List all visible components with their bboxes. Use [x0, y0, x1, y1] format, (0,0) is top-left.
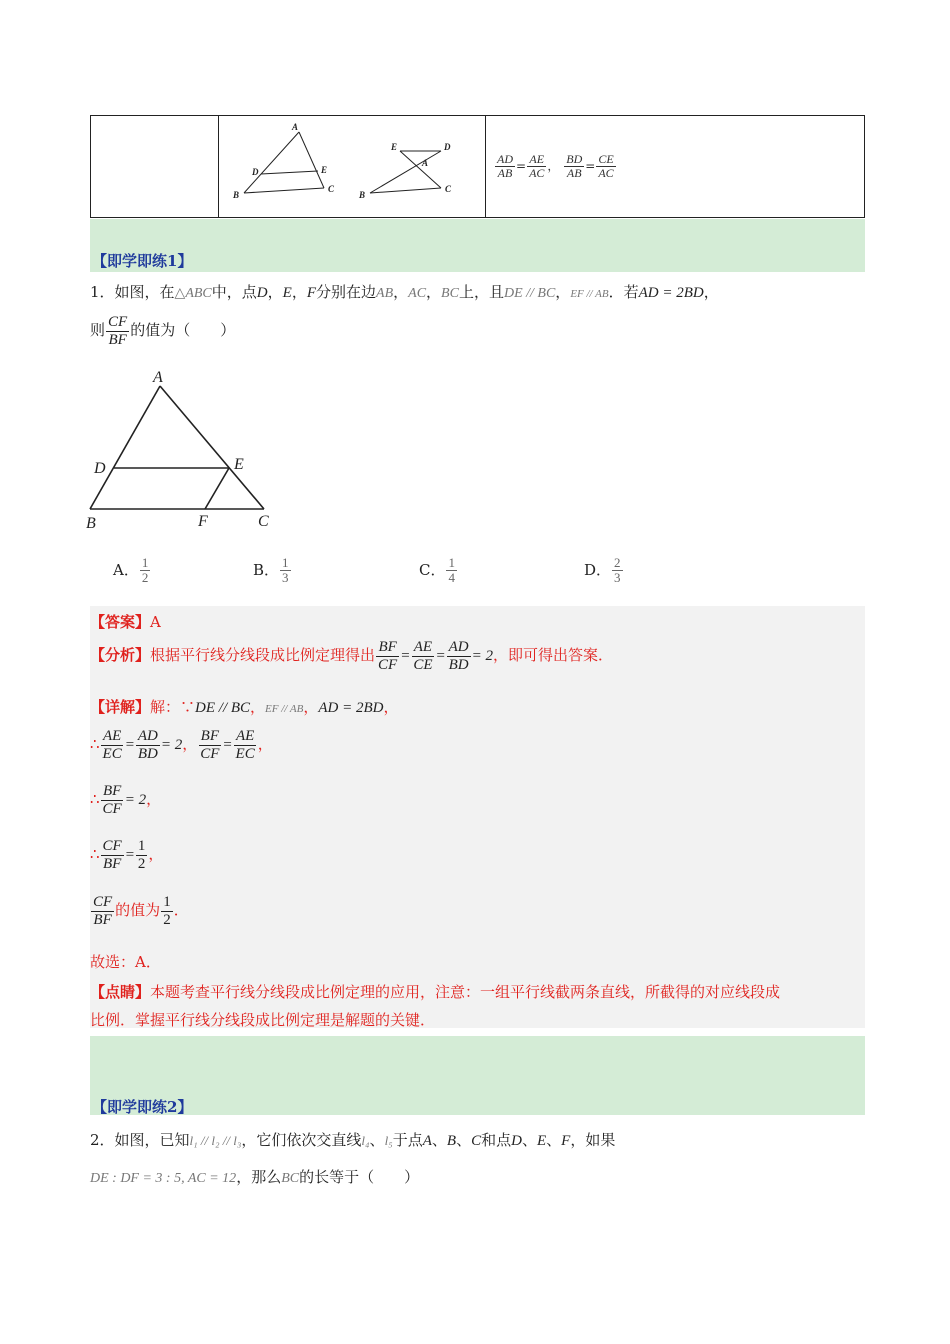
fig2-label-c: C: [445, 184, 452, 194]
analysis-tag: 【分析】: [90, 646, 151, 664]
fig1-label-e: E: [321, 165, 328, 175]
q2-text-4: 和点: [481, 1131, 512, 1149]
fig2-label-b: B: [359, 190, 366, 200]
analysis-line: [90, 639, 613, 673]
analysis-frac2-num: AE: [413, 639, 433, 655]
answer-line: [90, 611, 161, 632]
detail-comma-2: ，: [303, 698, 319, 716]
step1-frac1-den: EC: [102, 745, 122, 762]
q2-line-l5: l₅: [384, 1133, 393, 1148]
triangle-figure-1: [244, 132, 324, 193]
analysis-text-2: ，即可得出答案．: [493, 646, 614, 664]
practice2-header: 【即学即练2】: [92, 1098, 193, 1116]
step3-frac-num: CF: [102, 838, 122, 854]
table-cell-empty: [91, 116, 219, 218]
q2-point-f: F: [561, 1133, 571, 1149]
option-a[interactable]: [113, 556, 151, 586]
formula-num-ad: AD: [497, 151, 513, 166]
step2-line: [90, 783, 161, 817]
q1-text-3: 分别在边: [316, 283, 377, 301]
step4-line: [90, 894, 189, 928]
practice1-header: 【即学即练1】: [92, 252, 193, 270]
step3-end: ，: [148, 845, 164, 863]
detail-tag: 【详解】: [90, 698, 151, 716]
option-d-label: D．: [584, 560, 612, 579]
q1-comma-3: ，: [393, 283, 409, 301]
formula-den-ab: AB: [497, 166, 513, 180]
q2-text-7: 的长等于（ ）: [299, 1168, 420, 1186]
analysis-frac1-num: BF: [378, 639, 397, 655]
step4-frac-den: BF: [93, 911, 112, 928]
fig-side-ab: [90, 386, 160, 509]
step4-result-num: 1: [163, 894, 171, 910]
q2-dun-3: 、: [521, 1131, 537, 1149]
q1-comma-4: ，: [426, 283, 442, 301]
q2-dun-2: 、: [456, 1131, 472, 1149]
analysis-eq2: =: [435, 648, 446, 664]
q1-text-2: 中，点: [211, 283, 257, 301]
question2-line1: [90, 1129, 615, 1150]
formula-eq2: =: [585, 159, 596, 173]
fig-label-f: F: [198, 513, 208, 530]
fig-side-ac: [160, 386, 264, 509]
option-c-label: C．: [419, 560, 446, 579]
table-cell-formula: [486, 116, 865, 218]
q1-side-ac: AC: [408, 286, 427, 301]
q2-text-5: ，如果: [570, 1131, 616, 1149]
step4-frac-num: CF: [93, 894, 113, 910]
fig1-label-d: D: [252, 167, 259, 177]
detail-comma-3: ，: [383, 698, 399, 716]
step3-frac-den: BF: [102, 855, 122, 872]
fig-label-a: A: [153, 369, 163, 386]
triangle-figure-2: [370, 151, 441, 193]
formula-den-ab2: AB: [566, 166, 582, 180]
step1-tail: = 2: [160, 737, 183, 753]
option-a-num: 1: [141, 555, 149, 570]
practice2-band: [90, 1036, 865, 1115]
option-b-den: 3: [282, 570, 289, 586]
comment-text-1: 本题考查平行线分线段成比例定理的应用，注意：一组平行线截两条直线，所截得的对应线段成: [150, 983, 781, 1001]
formula-den-ac: AC: [529, 166, 545, 180]
fig1-label-c: C: [328, 184, 335, 194]
step1-eq1: =: [124, 737, 135, 753]
step1-frac2-den: BD: [137, 745, 158, 762]
fig1-label-a: A: [292, 122, 299, 132]
question1-line1: [90, 281, 719, 302]
fig-label-e: E: [234, 456, 244, 473]
q1-triangle: △ABC: [174, 286, 212, 301]
step1-end: ，: [257, 735, 273, 753]
option-b-label: B．: [253, 560, 280, 579]
step3-line: [90, 838, 163, 872]
step1-frac2-num: AD: [137, 728, 158, 744]
fig2-label-e: E: [391, 142, 398, 152]
option-c[interactable]: [419, 556, 458, 586]
q2-sep: 、: [369, 1131, 385, 1149]
formula-num-ae: AE: [529, 151, 545, 166]
answer-value: A: [150, 613, 161, 631]
q1-comma-1: ，: [267, 283, 283, 301]
fig2-label-a: A: [422, 158, 429, 168]
analysis-tail: = 2: [471, 648, 493, 664]
detail-line: [90, 696, 399, 717]
q2-parallel-lines: l₁ // l₂ // l₃: [189, 1133, 242, 1148]
question2-line2: [90, 1166, 419, 1187]
q2-line-l4: l₄: [361, 1133, 370, 1148]
proportion-formula: [486, 153, 864, 180]
step1-frac1-num: AE: [102, 728, 122, 744]
q1-point-e: E: [282, 285, 292, 301]
q1-comma-6: ，: [703, 283, 719, 301]
option-c-num: 1: [448, 555, 455, 570]
q2-text-1: 2．如图，已知: [90, 1131, 190, 1149]
fig-label-b: B: [86, 515, 96, 532]
step1-comma: ，: [182, 735, 198, 753]
q1-cond-ad-bd: AD = 2BD: [638, 285, 704, 301]
step1-frac4-num: AE: [235, 728, 255, 744]
comment-line-2: 比例．掌握平行线分线段成比例定理是解题的关键．: [90, 1011, 436, 1029]
formula-den-ac2: AC: [598, 166, 614, 180]
practice1-band: [90, 219, 865, 272]
formula-sep: ，: [547, 159, 560, 173]
q1-cond-ef-ab: EF // AB: [570, 288, 609, 300]
step1-line: [90, 728, 273, 762]
question1-figure: [82, 366, 282, 536]
q2-segment-bc: BC: [281, 1171, 300, 1186]
step2-tail: = 2: [124, 792, 147, 808]
step3-result-den: 2: [137, 855, 146, 872]
q1-side-ab: AB: [376, 286, 394, 301]
step1-frac3-num: BF: [200, 728, 219, 744]
step2-frac-den: CF: [102, 800, 122, 817]
theorem-table: [90, 115, 865, 218]
q1-comma-2: ，: [291, 283, 307, 301]
q2-point-d: D: [511, 1133, 522, 1149]
fig2-label-d: D: [444, 142, 451, 152]
q2-point-c: C: [471, 1133, 482, 1149]
q2-text-3: 于点: [392, 1131, 423, 1149]
detail-comma-1: ，: [250, 698, 266, 716]
option-b[interactable]: [253, 556, 292, 586]
q1-side-bc: BC: [441, 286, 459, 301]
step1-eq2: =: [222, 737, 233, 753]
theorem-figures: [219, 116, 485, 217]
option-d-num: 2: [614, 555, 621, 570]
analysis-frac3-num: AD: [448, 639, 469, 655]
q2-point-a: A: [422, 1133, 432, 1149]
option-c-den: 4: [448, 570, 455, 586]
option-a-label: A．: [113, 560, 139, 579]
analysis-frac2-den: CE: [413, 656, 433, 673]
q2-text-6: ，那么: [236, 1168, 282, 1186]
table-cell-figures: [219, 116, 486, 218]
step3-therefore: ∴: [90, 845, 100, 863]
comment-tag: 【点睛】: [90, 983, 151, 1001]
step1-therefore: ∴: [90, 735, 100, 753]
option-d[interactable]: [584, 556, 624, 586]
step1-frac3-den: CF: [200, 745, 220, 762]
fig-label-c: C: [258, 513, 269, 530]
q2-dun-4: 、: [546, 1131, 562, 1149]
step2-frac-num: BF: [102, 783, 122, 799]
step3-result-num: 1: [137, 838, 146, 854]
q1-text-value: 的值为（ ）: [130, 321, 236, 339]
step3-eq: =: [124, 847, 135, 863]
q2-condition: DE : DF = 3 : 5, AC = 12: [90, 1171, 237, 1186]
formula-eq: =: [516, 159, 527, 173]
step4-text: 的值为: [115, 901, 161, 919]
option-a-den: 2: [141, 570, 149, 586]
step1-frac4-den: EC: [235, 745, 255, 762]
q1-point-f: F: [306, 285, 316, 301]
detail-cond-2: EF // AB: [265, 703, 304, 715]
choose-line: 故选：A．: [90, 953, 161, 971]
step4-end: ．: [173, 901, 189, 919]
q1-text-then: 则: [90, 321, 106, 339]
q1-text-4: 上，且: [458, 283, 504, 301]
q2-point-b: B: [446, 1133, 457, 1149]
question1-line2: [90, 314, 235, 348]
q1-point-d: D: [256, 285, 268, 301]
q1-cond-de-bc: DE // BC: [503, 286, 556, 301]
fig-segment-ef: [205, 468, 229, 509]
fig1-label-b: B: [233, 190, 240, 200]
analysis-frac3-den: BD: [448, 656, 469, 673]
step4-result-den: 2: [163, 911, 171, 928]
analysis-eq1: =: [400, 648, 411, 664]
option-b-num: 1: [282, 555, 289, 570]
answer-tag: 【答案】: [90, 613, 151, 631]
q2-text-2: ，它们依次交直线: [241, 1131, 362, 1149]
q1-text-1: 1．如图，在: [90, 283, 175, 301]
detail-cond-1: DE // BC: [195, 700, 251, 716]
q2-dun-1: 、: [431, 1131, 447, 1149]
analysis-frac1-den: CF: [378, 656, 398, 673]
detail-cond-3: AD = 2BD: [318, 700, 384, 716]
step2-therefore: ∴: [90, 790, 100, 808]
q2-point-e: E: [536, 1133, 547, 1149]
q1-text-5: ．若: [608, 283, 639, 301]
q1-frac-num: CF: [108, 314, 128, 330]
q1-frac-den: BF: [108, 331, 127, 348]
q1-comma-5: ，: [555, 283, 571, 301]
formula-num-bd: BD: [566, 151, 583, 166]
detail-text: 解：∵: [150, 698, 196, 716]
step2-end: ，: [146, 790, 162, 808]
option-d-den: 3: [614, 570, 621, 586]
comment-line-1: [90, 981, 780, 1002]
fig-label-d: D: [94, 460, 106, 477]
analysis-text-1: 根据平行线分线段成比例定理得出: [150, 646, 376, 664]
formula-num-ce: CE: [598, 151, 614, 166]
